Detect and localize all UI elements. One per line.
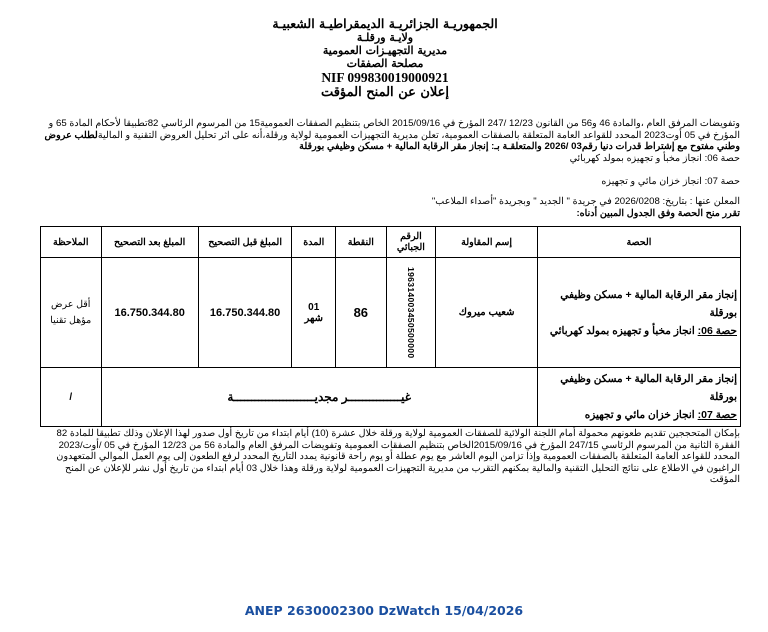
lot-label: حصة 06: <box>697 324 737 337</box>
table-row <box>41 368 741 427</box>
lot-cell <box>537 368 740 427</box>
intro-lot6-line: حصة 06: انجاز مخبأ و تجهيزه بمولد كهربائي <box>569 152 740 164</box>
award-table <box>40 226 741 427</box>
lot-title: إنجاز مقر الرقابة المالية + مسكن وظيفي بورقلة <box>560 373 737 403</box>
amount-after-cell: 16.750.344.80 <box>101 258 198 368</box>
remarks-cell <box>41 258 102 368</box>
duration-unit: شهر <box>304 312 323 324</box>
intro-bold-text: لطلب عروض وطني مفتوح مع إشتراط قدرات دنيا رقم03 /2026 والمتعلقـة بـ: إنجاز مقر الرقابة المالية + مسكن وظيفي بورقلة <box>44 129 740 153</box>
header-nif: الرقم الجبائي <box>386 227 436 258</box>
lot-subtitle <box>541 406 737 424</box>
duration-value: 01 <box>308 301 320 313</box>
nif-value: 196314003450500000 <box>405 266 416 359</box>
amount-before-cell: 16.750.344.80 <box>198 258 292 368</box>
service-name: مصلحة الصفقات <box>346 57 424 70</box>
nif-cell <box>386 258 436 368</box>
header-contractor: إسم المقاولة <box>436 227 538 258</box>
lot-description: انجاز خزان مائي و تجهيزه <box>584 409 695 421</box>
appeal-paragraph: بإمكان المتحججين تقديم طعونهم محمولة أمام اللجنة الولائية للصفقات العمومية لولاية ورقلة خلال عشرة (10) أيام ابتداء من تاريخ أول صدور لهذا الإعلان وذلك تطبيقا للمادة 82 الفقرة الثانية من المرسوم الرئاسي 247/15 المؤرخ في 2015/09/16الخاص بتنظيم الصفقات العمومية وتفويضات المرفق العام والمادة 56 من 12/23 المؤرخ في 05 /أوت/2023 المحدد للقواعد العامة المتعلقة بالصفقات العمومية وإذا تزامن اليوم العاشر مع يوم عطلة أو يوم راحة قانونية يمدد التاريخ المحدد لرفع الطعون إلى يوم العمل الموالي المتعهدون الراغبون في الاطلاع على نتائج التحليل التقنية والمالية بمكنهم التقرب من مديرية التجهيزات العمومية لولاية ورقلة وهذا خلال 03 أيام ابتداء من تاريخ أول نشر للإعلان عن المنح المؤقت <box>56 428 740 486</box>
remark-line2: مؤهل تقنيا <box>50 314 92 326</box>
anep-footer: ANEP 2630002300 DzWatch 15/04/2026 <box>244 603 524 618</box>
nif-number: NIF 099830019000921 <box>321 70 449 85</box>
intro-text: وتفويضات المرفق العام ،والمادة 46 و56 من القانون 12/23 /247 المؤرخ في 2015/09/16 الخاص بتنظيم الصفقات العمومية15 من المرسوم الرئاسي 82تطبيقا لأحكام المادة 65 و المؤرخ في 05 أوت2023 المحدد للقواعد العامة المتعلقة بالصفقات العمومية، تعلن مديرية التجهيزات العمومية لولاية ورقلة،أنه على اثر تحليل العروض التقنية و المالية <box>48 118 740 141</box>
lot-cell <box>537 258 740 368</box>
lot-title: إنجاز مقر الرقابة المالية + مسكن وظيفي بورقلة <box>560 288 737 319</box>
lot-subtitle <box>541 322 737 340</box>
decision-line: تقرر منح الحصة وفق الجدول المبين أدناه: <box>576 208 740 219</box>
lot-label: حصة 07: <box>697 409 737 421</box>
header-amount-after: المبلغ بعد التصحيح <box>101 227 198 258</box>
wilaya-name: ولايـة ورقلـة <box>356 31 414 44</box>
unsuccessful-status: غيـــــــــــــــر مجديـــــــــــــــــــــــة <box>101 368 537 427</box>
header-lot: الحصة <box>537 227 740 258</box>
lot-description: انجاز مخبأ و تجهيزه بمولد كهربائي <box>549 324 695 337</box>
publication-line: المعلن عنها : بتاريخ: 2026/0208 في جريدة " الجديد " وبجريدة "أصداء الملاعب" <box>431 196 740 207</box>
table-row <box>41 258 741 368</box>
lot7-line: حصة 07: انجاز خزان مائي و تجهيزه <box>601 176 740 187</box>
duration-cell <box>292 258 336 368</box>
notice-header <box>200 16 570 100</box>
header-amount-before: المبلغ قبل التصحيح <box>198 227 292 258</box>
header-duration: المدة <box>292 227 336 258</box>
directorate-name: مديرية التجهيـزات العمومية <box>322 44 448 57</box>
intro-paragraph <box>40 118 740 164</box>
remarks-cell: / <box>41 368 102 427</box>
contractor-cell: شعيب ميروك <box>436 258 538 368</box>
header-score: النقطة <box>336 227 387 258</box>
table-header-row <box>41 227 741 258</box>
remark-line1: أقل عرض <box>51 298 91 310</box>
republic-title: الجمهوريـة الجزائريـة الديمقراطيـة الشعبيـة <box>272 16 498 31</box>
score-cell: 86 <box>336 258 387 368</box>
notice-title: إعلان عن المنح المؤقت <box>320 85 450 100</box>
header-remarks: الملاحظة <box>41 227 102 258</box>
